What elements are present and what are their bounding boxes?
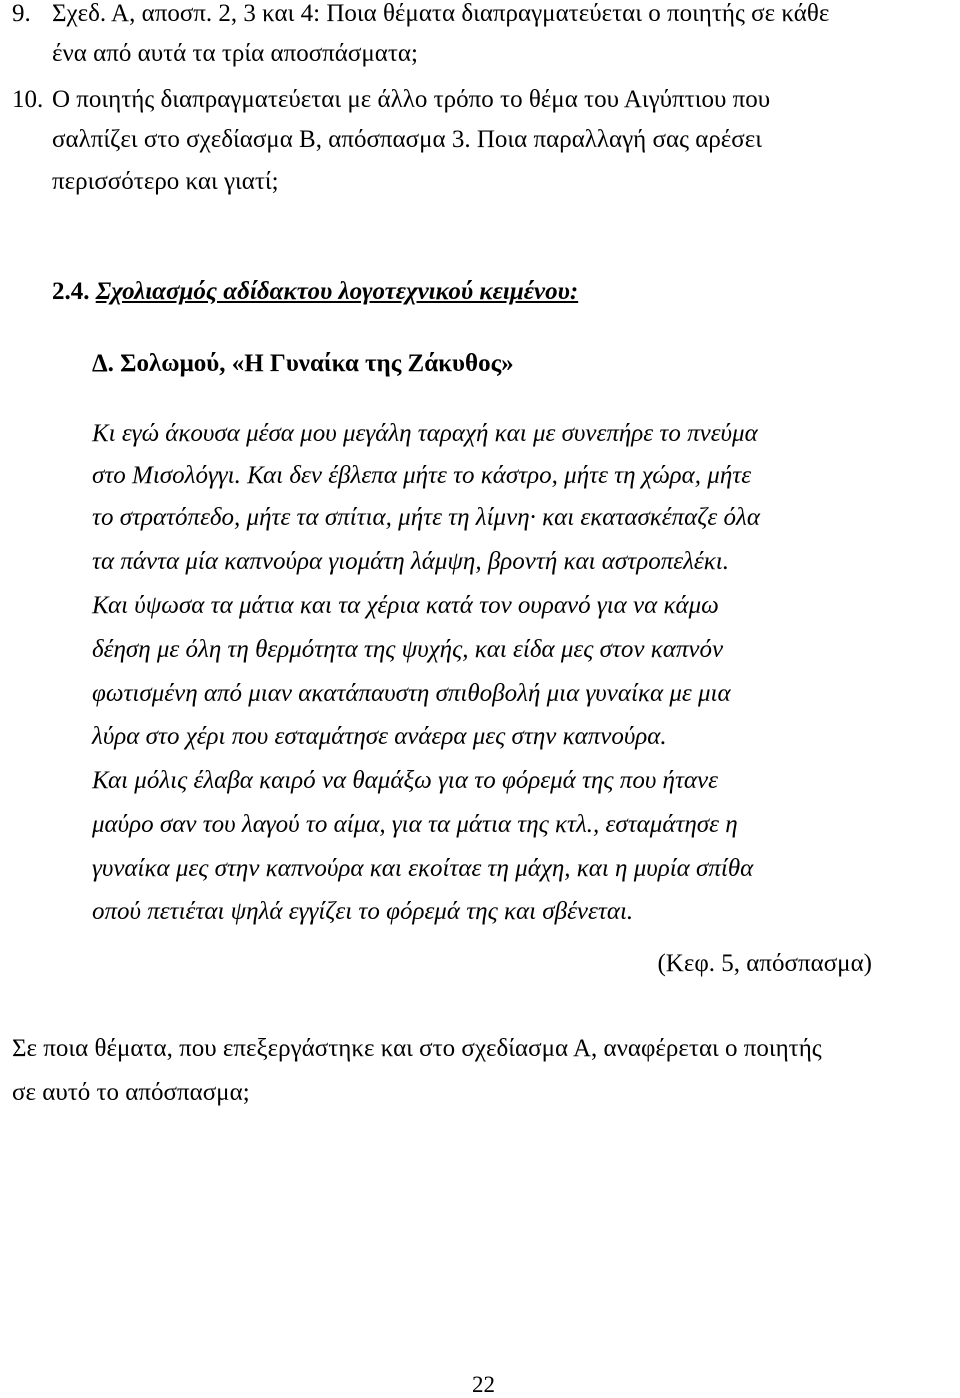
question-text-line: σαλπίζει στο σχεδίασμα Β, απόσπασμα 3. Ποια παραλλαγή σας αρέσει <box>52 126 762 153</box>
excerpt-line: λύρα στο χέρι που εσταμάτησε ανάερα μες στην καπνούρα. <box>92 723 667 750</box>
section-title: Σχολιασμός αδίδακτου λογοτεχνικού κειμένου: <box>95 278 579 305</box>
page-number: 22 <box>472 1372 495 1397</box>
final-question-line: σε αυτό το απόσπασμα; <box>12 1079 250 1106</box>
excerpt-line: φωτισμένη από μιαν ακατάπαυστη σπιθοβολή μια γυναίκα με μια <box>92 680 731 707</box>
section-number: 2.4. <box>52 278 90 305</box>
question-text-line: ένα από αυτά τα τρία αποσπάσματα; <box>52 40 418 67</box>
excerpt-line: το στρατόπεδο, μήτε τα σπίτια, μήτε τη λίμνη· και εκατασκέπαζε όλα <box>92 504 760 531</box>
work-title: Δ. Σολωμού, «Η Γυναίκα της Ζάκυθος» <box>92 350 514 377</box>
question-number: 10. <box>12 86 44 113</box>
excerpt-line: Και ύψωσα τα μάτια και τα χέρια κατά τον ουρανό για να κάμω <box>92 592 719 619</box>
excerpt-line: γυναίκα μες στην καπνούρα και εκοίταε τη μάχη, και η μυρία σπίθα <box>92 855 754 882</box>
excerpt-line: τα πάντα μία καπνούρα γιομάτη λάμψη, βροντή και αστροπελέκι. <box>92 548 729 575</box>
excerpt-line: μαύρο σαν του λαγού το αίμα, για τα μάτια της κτλ., εσταμάτησε η <box>92 811 738 838</box>
excerpt-source: (Κεφ. 5, απόσπασμα) <box>657 950 872 977</box>
excerpt-line: στο Μισολόγγι. Και δεν έβλεπα μήτε το κάστρο, μήτε τη χώρα, μήτε <box>92 462 752 489</box>
section-heading <box>52 278 578 306</box>
excerpt-line: οπού πετιέται ψηλά εγγίζει το φόρεμά της και σβένεται. <box>92 898 634 925</box>
excerpt-line: Και μόλις έλαβα καιρό να θαμάξω για το φόρεμά της που ήτανε <box>92 767 718 794</box>
excerpt-line: δέηση με όλη τη θερμότητα της ψυχής, και είδα μες στον καπνόν <box>92 636 724 663</box>
question-text-line: περισσότερο και γιατί; <box>52 168 279 195</box>
excerpt-line: Κι εγώ άκουσα μέσα μου μεγάλη ταραχή και με συνεπήρε το πνεύμα <box>92 420 758 447</box>
final-question-line: Σε ποια θέματα, που επεξεργάστηκε και στο σχεδίασμα Α, αναφέρεται ο ποιητής <box>12 1035 822 1062</box>
question-text-line: Σχεδ. Α, αποσπ. 2, 3 και 4: Ποια θέματα διαπραγματεύεται ο ποιητής σε κάθε <box>52 0 830 27</box>
question-text-line: Ο ποιητής διαπραγματεύεται με άλλο τρόπο το θέμα του Αιγύπτιου που <box>52 86 771 113</box>
question-number: 9. <box>12 0 31 27</box>
